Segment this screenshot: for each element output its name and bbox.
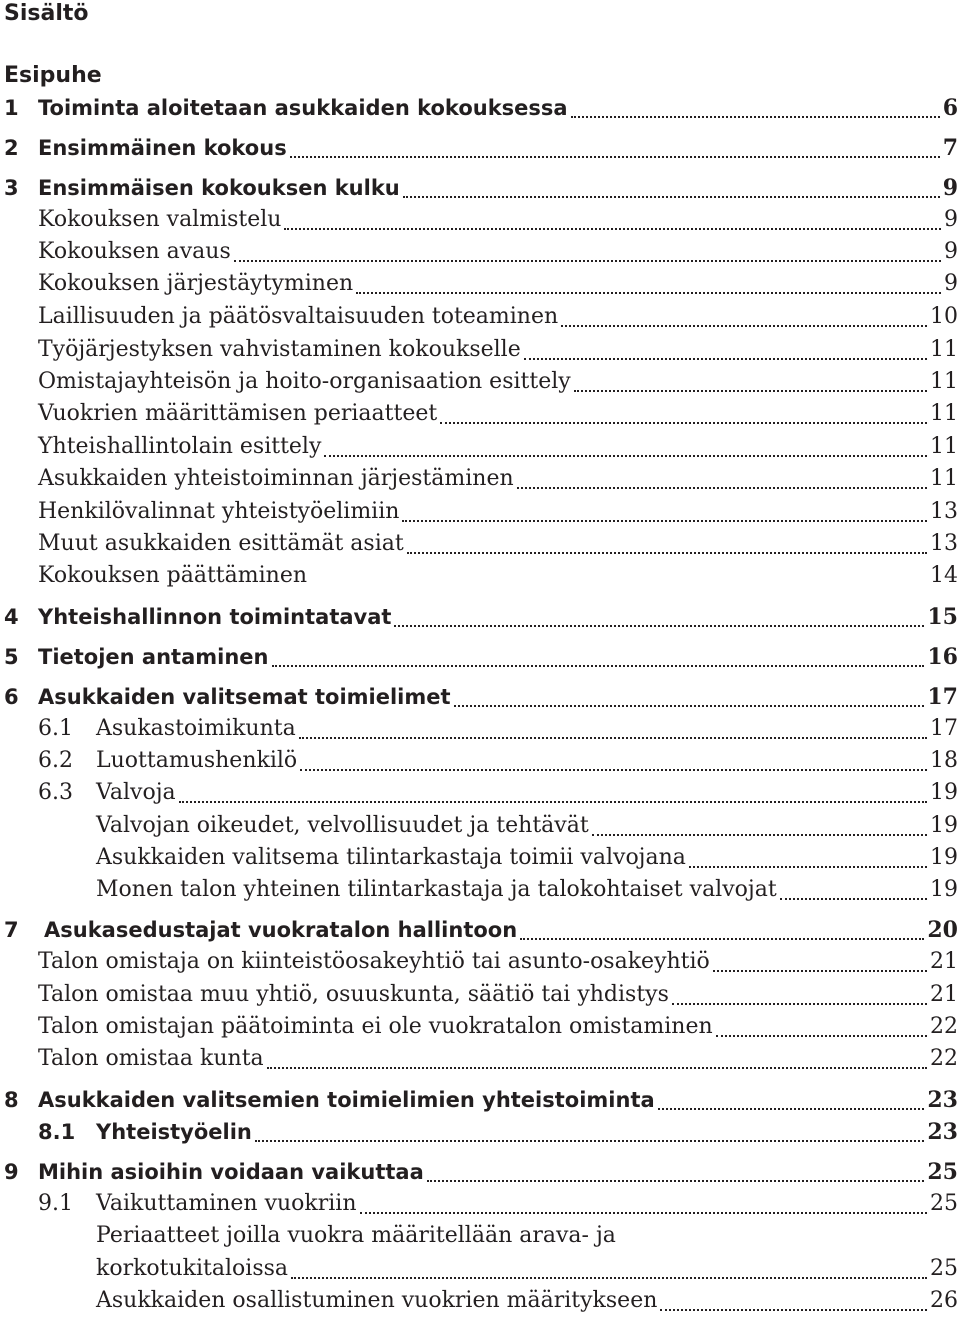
toc-subentry[interactable] (0, 398, 960, 430)
entry-label: Muut asukkaiden esittämät asiat (38, 531, 404, 556)
dot-leader (356, 292, 941, 294)
entry-label: Kokouksen valmistelu (38, 207, 282, 232)
entry-page: 25 (930, 1256, 958, 1281)
entry-label: Yhteistyöelin (96, 1120, 252, 1144)
entry-label: Yhteishallintolain esittely (38, 434, 322, 459)
dot-leader (403, 196, 940, 198)
entry-label: Talon omistaa muu yhtiö, osuuskunta, säätiö tai yhdistys (38, 982, 669, 1007)
entry-number: 5 (4, 645, 19, 669)
dot-leader (272, 665, 925, 667)
entry-page: 11 (930, 466, 958, 491)
dot-leader (407, 552, 927, 554)
entry-number: 6.3 (38, 780, 73, 805)
toc-subentry[interactable] (0, 1043, 960, 1075)
toc-subentry[interactable] (0, 496, 960, 528)
entry-label: Tietojen antaminen (38, 645, 269, 669)
dot-leader (713, 970, 927, 972)
dot-leader (454, 705, 925, 707)
entry-number: 8 (4, 1088, 19, 1112)
entry-page: 26 (930, 1288, 958, 1313)
entry-label: Asukasedustajat vuokratalon hallintoon (44, 918, 518, 942)
entry-label: Mihin asioihin voidaan vaikuttaa (38, 1160, 424, 1184)
entry-page: 19 (930, 780, 958, 805)
entry-label: Asukkaiden valitsemat toimielimet (38, 685, 451, 709)
dot-leader (716, 1035, 927, 1037)
entry-number: 2 (4, 136, 19, 160)
toc-subentry[interactable] (0, 946, 960, 978)
dot-leader (658, 1108, 925, 1110)
dot-leader (300, 769, 927, 771)
toc-subentry[interactable] (0, 1011, 960, 1043)
toc-entry-3[interactable] (0, 172, 960, 204)
toc-entry-9[interactable] (0, 1156, 960, 1188)
toc-entry-8-1[interactable] (0, 1116, 960, 1148)
toc-entry-8[interactable] (0, 1084, 960, 1116)
entry-number: 6.2 (38, 748, 73, 773)
entry-page: 23 (927, 1119, 958, 1145)
dot-leader (267, 1067, 927, 1069)
toc-subentry[interactable] (0, 1220, 960, 1252)
entry-page: 21 (930, 982, 958, 1007)
toc-subentry[interactable] (0, 334, 960, 366)
dot-leader (440, 422, 927, 424)
entry-page: 22 (930, 1046, 958, 1071)
toc-subentry[interactable] (0, 528, 960, 560)
entry-page: 13 (930, 499, 958, 524)
entry-label: Valvojan oikeudet, velvollisuudet ja tehtävät (96, 813, 589, 838)
entry-label: Henkilövalinnat yhteistyöelimiin (38, 499, 400, 524)
entry-label: Talon omistajan päätoiminta ei ole vuokratalon omistaminen (38, 1014, 713, 1039)
dot-leader (324, 455, 927, 457)
entry-label: Työjärjestyksen vahvistaminen kokoukselle (38, 337, 521, 362)
toc-subentry[interactable] (0, 268, 960, 300)
toc-subentry[interactable] (0, 810, 960, 842)
entry-page: 9 (944, 207, 958, 232)
entry-label: Luottamushenkilö (96, 748, 298, 773)
entry-label: Asukkaiden valitsema tilintarkastaja toimii valvojana (96, 845, 686, 870)
entry-number: 9 (4, 1160, 19, 1184)
entry-label: Monen talon yhteinen tilintarkastaja ja talokohtaiset valvojat (96, 877, 777, 902)
entry-page: 14 (930, 563, 958, 588)
entry-number: 8.1 (38, 1120, 76, 1144)
entry-label: Periaatteet joilla vuokra määritellään arava- ja (96, 1223, 616, 1248)
entry-label: Yhteishallinnon toimintatavat (38, 605, 392, 629)
entry-page: 11 (930, 369, 958, 394)
toc-subentry[interactable] (0, 560, 960, 592)
entry-page: 19 (930, 813, 958, 838)
entry-page: 11 (930, 337, 958, 362)
dot-leader (360, 1212, 928, 1214)
toc-subentry[interactable] (0, 366, 960, 398)
toc-subentry[interactable] (0, 1285, 960, 1317)
dot-leader (571, 116, 940, 118)
entry-label: Kokouksen avaus (38, 239, 231, 264)
entry-page: 19 (930, 845, 958, 870)
dot-leader (255, 1140, 924, 1142)
dot-leader (291, 1277, 927, 1279)
entry-label: Omistajayhteisön ja hoito-organisaation esittely (38, 369, 571, 394)
entry-number: 6 (4, 685, 19, 709)
entry-label: Asukkaiden osallistuminen vuokrien määritykseen (96, 1288, 658, 1313)
entry-page: 11 (930, 434, 958, 459)
entry-label: Valvoja (96, 780, 176, 805)
toc-entry-2[interactable] (0, 132, 960, 164)
entry-page: 17 (927, 684, 958, 710)
entry-page: 19 (930, 877, 958, 902)
entry-label: Ensimmäisen kokouksen kulku (38, 176, 400, 200)
entry-label: Asukastoimikunta (96, 716, 296, 741)
toc-subentry[interactable] (0, 463, 960, 495)
toc-subentry[interactable] (0, 874, 960, 906)
entry-page: 20 (927, 917, 958, 943)
entry-label: Ensimmäinen kokous (38, 136, 287, 160)
toc-subentry[interactable] (0, 979, 960, 1011)
dot-leader (689, 866, 927, 868)
entry-label: Laillisuuden ja päätösvaltaisuuden toteaminen (38, 304, 559, 329)
toc-title: Sisältö (4, 1, 89, 26)
dot-leader (402, 520, 927, 522)
dot-leader (517, 487, 927, 489)
dot-leader (427, 1180, 925, 1182)
toc-entry-6-3[interactable] (0, 777, 960, 809)
dot-leader (394, 625, 924, 627)
entry-page: 11 (930, 401, 958, 426)
entry-number: 7 (4, 918, 19, 942)
entry-page: 9 (944, 271, 958, 296)
entry-label: Talon omistaja on kiinteistöosakeyhtiö tai asunto-osakeyhtiö (38, 949, 710, 974)
entry-label: Talon omistaa kunta (38, 1046, 264, 1071)
entry-page: 21 (930, 949, 958, 974)
dot-leader (672, 1003, 927, 1005)
entry-page: 22 (930, 1014, 958, 1039)
entry-page: 18 (930, 748, 958, 773)
dot-leader (299, 737, 927, 739)
dot-leader (574, 390, 927, 392)
toc-subentry[interactable] (0, 431, 960, 463)
toc-subentry[interactable] (0, 1253, 960, 1285)
toc-subentry[interactable] (0, 842, 960, 874)
entry-label: Kokouksen järjestäytyminen (38, 271, 354, 296)
dot-leader (524, 358, 927, 360)
dot-leader (520, 938, 924, 940)
toc-entry-9-1[interactable] (0, 1188, 960, 1220)
entry-page: 6 (942, 95, 958, 121)
entry-page: 23 (927, 1087, 958, 1113)
entry-label: Kokouksen päättäminen (38, 563, 308, 588)
preface-entry: Esipuhe (4, 63, 102, 88)
toc-subentry[interactable] (0, 204, 960, 236)
entry-page: 9 (944, 239, 958, 264)
entry-number: 6.1 (38, 716, 73, 741)
dot-leader (660, 1309, 927, 1311)
toc-entry-4[interactable] (0, 601, 960, 633)
toc-subentry[interactable] (0, 236, 960, 268)
dot-leader (592, 834, 927, 836)
entry-page: 25 (927, 1159, 958, 1185)
entry-page: 7 (942, 135, 958, 161)
toc-subentry[interactable] (0, 301, 960, 333)
dot-leader (179, 801, 927, 803)
dot-leader (234, 260, 941, 262)
dot-leader (290, 156, 940, 158)
entry-label: korkotukitaloissa (96, 1256, 289, 1281)
toc-entry-6-1[interactable] (0, 713, 960, 745)
toc-entry-1[interactable] (0, 92, 960, 124)
entry-label: Asukkaiden yhteistoiminnan järjestäminen (38, 466, 514, 491)
entry-page: 13 (930, 531, 958, 556)
entry-page: 10 (930, 304, 958, 329)
entry-page: 16 (927, 644, 958, 670)
entry-page: 9 (942, 175, 958, 201)
toc-entry-5[interactable] (0, 641, 960, 673)
entry-page: 25 (930, 1191, 958, 1216)
entry-number: 4 (4, 605, 19, 629)
dot-leader (561, 325, 927, 327)
toc-entry-6-2[interactable] (0, 745, 960, 777)
entry-label: Toiminta aloitetaan asukkaiden kokouksessa (38, 96, 568, 120)
toc-entry-7[interactable] (0, 914, 960, 946)
entry-page: 15 (927, 604, 958, 630)
entry-number: 9.1 (38, 1191, 73, 1216)
dot-leader (284, 228, 941, 230)
toc-entry-6[interactable] (0, 681, 960, 713)
dot-leader (780, 898, 927, 900)
entry-label: Asukkaiden valitsemien toimielimien yhteistoiminta (38, 1088, 655, 1112)
entry-number: 3 (4, 176, 19, 200)
entry-label: Vaikuttaminen vuokriin (96, 1191, 357, 1216)
entry-page: 17 (930, 716, 958, 741)
entry-number: 1 (4, 96, 19, 120)
entry-label: Vuokrien määrittämisen periaatteet (38, 401, 438, 426)
